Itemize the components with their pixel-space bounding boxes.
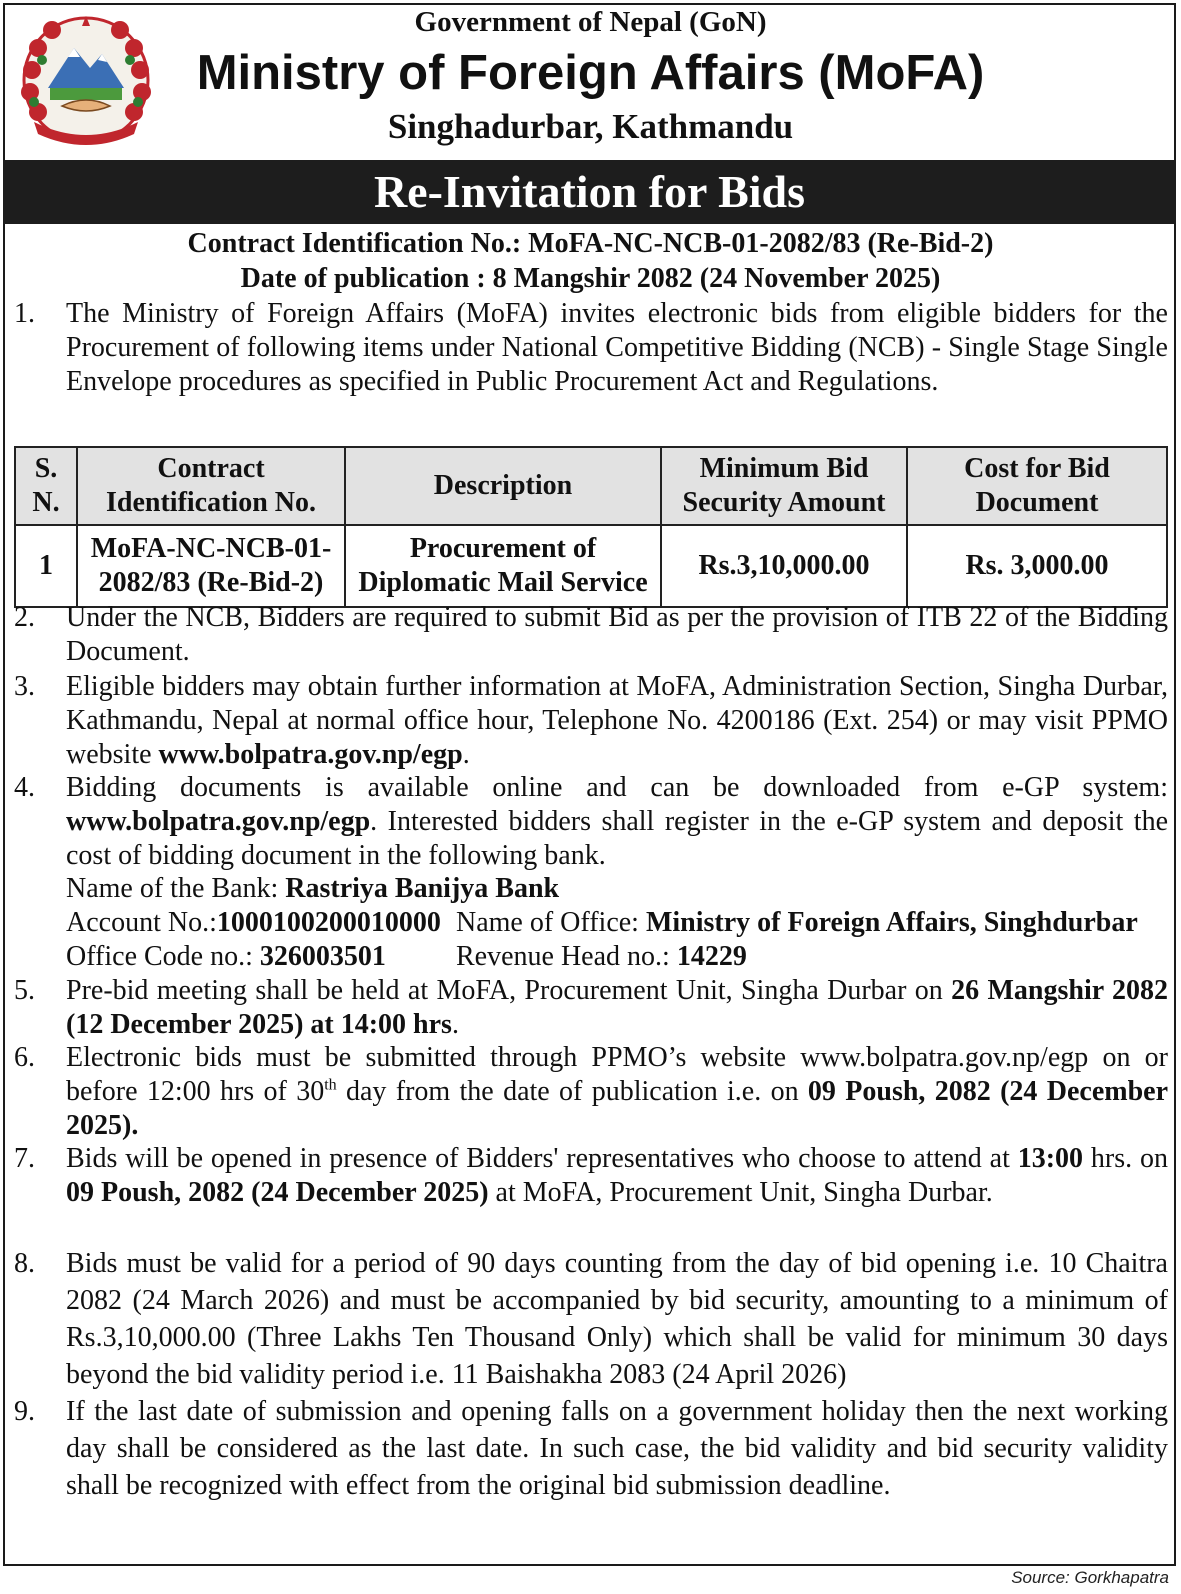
office-name: Ministry of Foreign Affairs, Singhdurbar <box>645 907 1138 938</box>
clause-number: 1. <box>14 298 35 329</box>
clause-3 <box>14 670 1168 772</box>
table-row <box>15 525 1167 607</box>
office-code-row: Office Code no.: 326003501 <box>66 941 386 972</box>
header-description: Description <box>345 447 661 525</box>
notice-title: Re-Invitation for Bids <box>373 166 806 217</box>
header-min-bid-security: Minimum Bid Security Amount <box>661 447 907 525</box>
clause-number: 3. <box>14 671 35 702</box>
clause-text: Bids must be valid for a period of 90 days counting from the day of bid opening i.e. 10 Chaitra 2082 (24 March 2026) and must be accompanied by bid security, amounting to a minimum of Rs.3,10,000.00 (Three Lakhs Ten Thousand Only) which shall be valid for minimum 30 days beyond the bid validity period i.e. 11 Baishakha 2083 (24 April 2026) <box>66 1248 1168 1390</box>
clause-number: 8. <box>14 1248 35 1279</box>
notice-title-band <box>3 160 1176 224</box>
clause-4 <box>14 771 1168 873</box>
clause-text: The Ministry of Foreign Affairs (MoFA) invites electronic bids from eligible bidders for the Procurement of following items under National Competitive Bidding (NCB) - Single Stage Single Envelope procedures as specified in Public Procurement Act and Regulations. <box>66 298 1168 397</box>
clause-number: 7. <box>14 1143 35 1174</box>
clause-5 <box>14 974 1168 1042</box>
clause-text: If the last date of submission and opening falls on a government holiday then the next working day shall be considered as the last date. In such case, the bid validity and bid security validity shall be recognized with effect from the original bid submission deadline. <box>66 1396 1168 1501</box>
cell-contract-id: MoFA-NC-NCB-01- 2082/83 (Re-Bid-2) <box>77 525 345 607</box>
clause-text: Eligible bidders may obtain further information at MoFA, Administration Section, Singha Durbar, Kathmandu, Nepal at normal office hour, Telephone No. 4200186 (Ext. 254) or may visit PPMO website www.bolpatra.gov.np/egp. <box>66 671 1168 770</box>
account-row: Account No.:1000100200010000 <box>66 907 441 938</box>
ministry-location: Singhadurbar, Kathmandu <box>387 107 794 146</box>
contract-id-line: Contract Identification No.: MoFA-NC-NCB-01-2082/83 (Re-Bid-2) <box>187 228 994 259</box>
bid-table <box>14 446 1168 608</box>
clause-7 <box>14 1142 1168 1210</box>
table-header-row <box>15 447 1167 525</box>
revenue-head-row: Revenue Head no.: 14229 <box>456 941 747 972</box>
clause-text: Bids will be opened in presence of Bidders' representatives who choose to attend at 13:00 hrs. on 09 Poush, 2082 (24 December 2025) at MoFA, Procurement Unit, Singha Durbar. <box>66 1143 1168 1208</box>
clause-text: Pre-bid meeting shall be held at MoFA, Procurement Unit, Singha Durbar on 26 Mangshir 2082 (12 December 2025) at 14:00 hrs. <box>66 975 1169 1040</box>
clause-1 <box>14 297 1168 399</box>
revenue-head: 14229 <box>676 941 747 972</box>
clause-text: Electronic bids must be submitted through PPMO’s website www.bolpatra.gov.np/egp on or before 12:00 hrs of 30th day from the date of publication i.e. on 09 Poush, 2082 (24 December 2025). <box>66 1042 1169 1141</box>
bank-name: Rastriya Banijya Bank <box>285 873 560 904</box>
clause-number: 9. <box>14 1396 35 1427</box>
source-credit: Source: Gorkhapatra <box>1011 1568 1169 1587</box>
cell-cost-bid-document: Rs. 3,000.00 <box>907 525 1167 607</box>
publication-date-line: Date of publication : 8 Mangshir 2082 (24 November 2025) <box>240 263 941 294</box>
cell-description: Procurement of Diplomatic Mail Service <box>345 525 661 607</box>
clause-number: 5. <box>14 975 35 1006</box>
account-number: 1000100200010000 <box>216 907 441 938</box>
ministry-title: Ministry of Foreign Affairs (MoFA) <box>196 46 985 100</box>
header-sn: S. N. <box>15 447 77 525</box>
clause-number: 4. <box>14 772 35 803</box>
egp-link[interactable]: www.bolpatra.gov.np/egp <box>66 806 371 837</box>
clause-6 <box>14 1041 1168 1143</box>
cell-min-bid-security: Rs.3,10,000.00 <box>661 525 907 607</box>
header-cost-bid-document: Cost for Bid Document <box>907 447 1167 525</box>
clause-text: Under the NCB, Bidders are required to submit Bid as per the provision of ITB 22 of the Bidding Document. <box>66 602 1168 667</box>
government-title: Government of Nepal (GoN) <box>414 6 767 38</box>
office-name-row: Name of Office: Ministry of Foreign Affairs, Singhdurbar <box>456 907 1138 938</box>
bank-name-row: Name of the Bank: Rastriya Banijya Bank <box>66 873 560 904</box>
clause-8 <box>14 1245 1168 1393</box>
clause-text: Bidding documents is available online and can be downloaded from e-GP system: www.bolpatra.gov.np/egp. Interested bidders shall register in the e-GP system and deposit the cost of bidding document in the following bank. <box>66 772 1168 871</box>
clause-9 <box>14 1393 1168 1504</box>
office-code: 326003501 <box>259 941 386 972</box>
clause-number: 2. <box>14 602 35 633</box>
cell-sn: 1 <box>15 525 77 607</box>
header-contract-id: Contract Identification No. <box>77 447 345 525</box>
ppmo-link[interactable]: www.bolpatra.gov.np/egp <box>158 739 463 770</box>
clause-2 <box>14 601 1168 669</box>
clause-number: 6. <box>14 1042 35 1073</box>
